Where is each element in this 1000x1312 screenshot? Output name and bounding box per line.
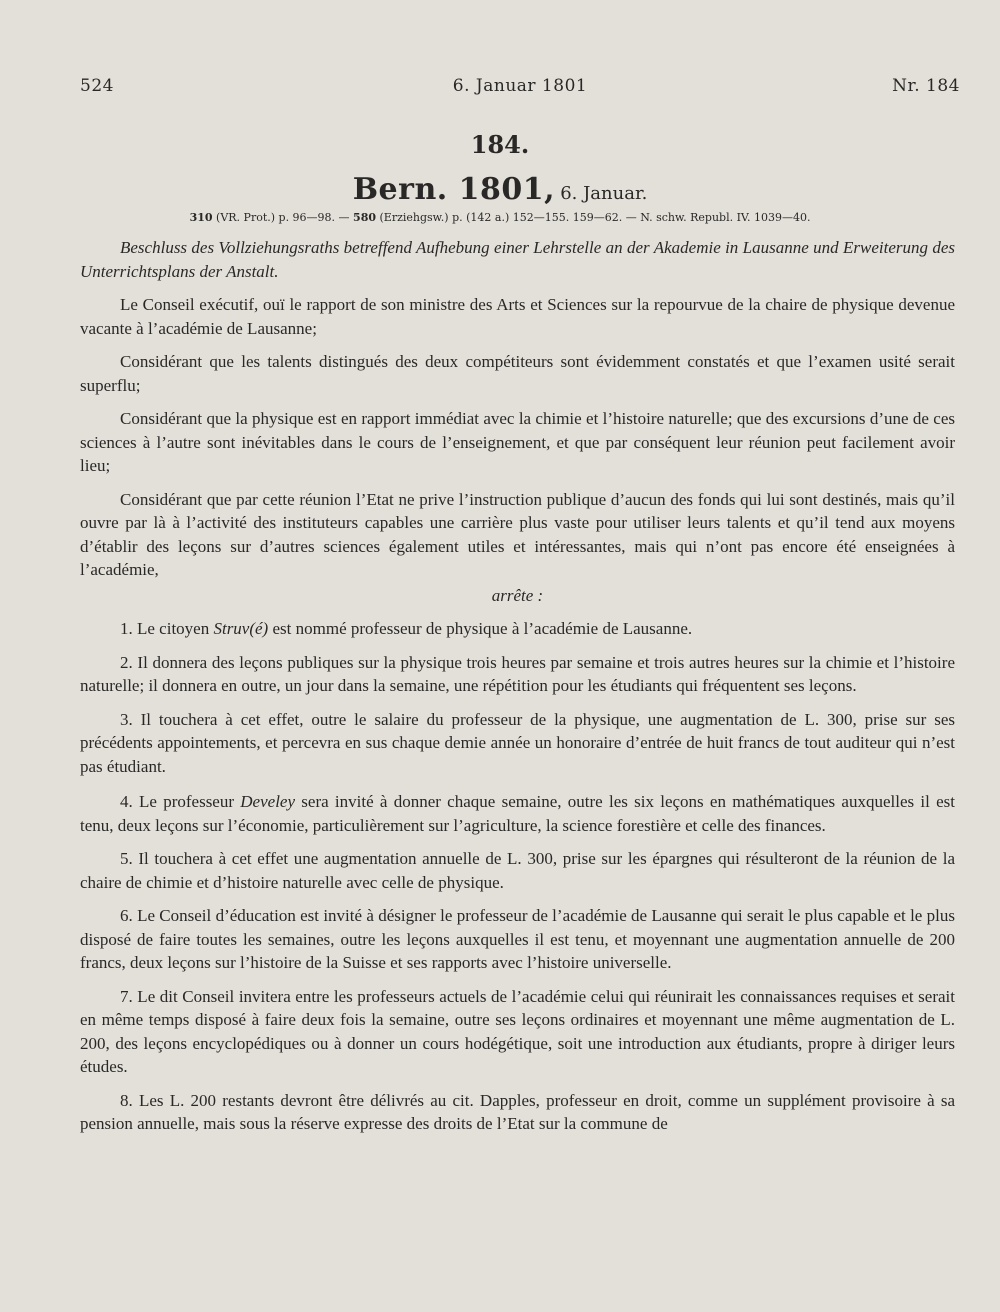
article-1-name: Struv(é) xyxy=(213,619,269,638)
source-1-text: (VR. Prot.) p. 96—98. — xyxy=(212,211,354,224)
paragraph-considerant-2: Considérant que la physique est en rapport immédiat avec la chimie et l’histoire naturelle; que des excursions d’une de ces sciences à l’autre sont inévitables dans le cours de l’enseignement, et que par conséquent leur réunion peut facilement avoir lieu; xyxy=(80,409,955,475)
place-year: Bern. 1801, xyxy=(352,172,556,207)
source-2-number: 580 xyxy=(353,211,377,224)
article-4-name: Develey xyxy=(240,792,296,811)
header-date: 6. Januar 1801 xyxy=(452,76,588,96)
article-1-post: est nommé professeur de physique à l’académie de Lausanne. xyxy=(268,619,693,638)
article-5: 5. Il touchera à cet effet une augmentation annuelle de L. 300, prise sur les épargnes qui résulteront de la réunion de la chaire de chimie et d’histoire naturelle avec celle de physique. xyxy=(80,849,955,892)
document-date: 6. Januar. xyxy=(560,183,648,204)
article-4-pre: 4. Le professeur xyxy=(120,792,241,811)
paragraph-considerant-3: Considérant que par cette réunion l’Etat ne prive l’instruction publique d’aucun des fonds qui lui sont destinés, mais qu’il ouvre par là à l’activité des instituteurs capables une carrière plus vaste pour utiliser leurs talents et qu’il tend aux moyens d’établir des leçons sur d’autres sciences également utiles et intéressantes, mais qui n’ont pas encore été enseignées à l’académie, xyxy=(80,489,955,579)
article-1-pre: 1. Le citoyen xyxy=(120,619,214,638)
article-7: 7. Le dit Conseil invitera entre les professeurs actuels de l’académie celui qui réunirait les connaissances requises et serait en même temps disposé à faire deux fois la semaine, outre ses leçons ordinaires et moyennant une même augmentation de L. 200, des leçons encyclopédiques ou à donner un cours hodégétique, soit une introduction aux étudiants, propre à diriger leurs études. xyxy=(80,986,955,1076)
page-number: 524 xyxy=(80,76,114,96)
document-subtitle: Beschluss des Vollziehungsraths betreffend Aufhebung einer Lehrstelle an der Akademie in Lausanne und Erweiterung des Unterrichtsplans der Anstalt. xyxy=(80,238,955,281)
document-number: 184. xyxy=(470,130,530,159)
source-references xyxy=(0,211,1000,224)
article-4 xyxy=(80,790,955,837)
article-1 xyxy=(80,617,955,641)
paragraph-preamble: Le Conseil exécutif, ouï le rapport de son ministre des Arts et Sciences sur la repourvue de la chaire de physique devenue vacante à l’académie de Lausanne; xyxy=(80,295,955,338)
article-3: 3. Il touchera à cet effet, outre le salaire du professeur de la physique, une augmentation de L. 300, prise sur ses précédents appointements, et percevra en sus chaque demie année un honoraire d’entrée de huit francs de tout auditeur qui n’est pas étudiant. xyxy=(80,709,955,776)
article-6: 6. Le Conseil d’éducation est invité à désigner le professeur de l’académie de Lausanne qui serait le plus capable et le plus disposé de faire toutes les semaines, outre les leçons auxquelles il est tenu, et moyennant une augmentation annuelle de 200 francs, deux leçons sur l’histoire de la Suisse et ses rapports avec l’histoire universelle. xyxy=(80,906,955,972)
source-1-number: 310 xyxy=(189,211,213,224)
header-number: Nr. 184 xyxy=(892,76,960,96)
arrete-heading: arrête : xyxy=(491,585,544,605)
place-and-date xyxy=(0,172,1000,207)
source-2-text: (Erziehgsw.) p. (142 a.) 152—155. 159—62. — N. schw. Republ. IV. 1039—40. xyxy=(376,211,811,224)
article-2: 2. Il donnera des leçons publiques sur la physique trois heures par semaine et trois autres heures sur la chimie et l’histoire naturelle; il donnera en outre, un jour dans la semaine, une répétition pour les étudiants qui fréquentent ses leçons. xyxy=(80,652,955,695)
article-4-post: sera invité à donner chaque semaine, outre les six leçons en mathématiques auxquelles il est tenu, deux leçons sur l’économie, particulièrement sur l’agriculture, la science forestière et celle des finances. xyxy=(80,792,955,835)
paragraph-considerant-1: Considérant que les talents distingués des deux compétiteurs sont évidemment constatés et que l’examen usité serait superflu; xyxy=(80,352,955,395)
document-body xyxy=(80,232,955,1136)
article-8: 8. Les L. 200 restants devront être délivrés au cit. Dapples, professeur en droit, comme un supplément provisoire à sa pension annuelle, mais sous la réserve expresse des droits de l’Etat sur la commune de xyxy=(80,1090,955,1133)
